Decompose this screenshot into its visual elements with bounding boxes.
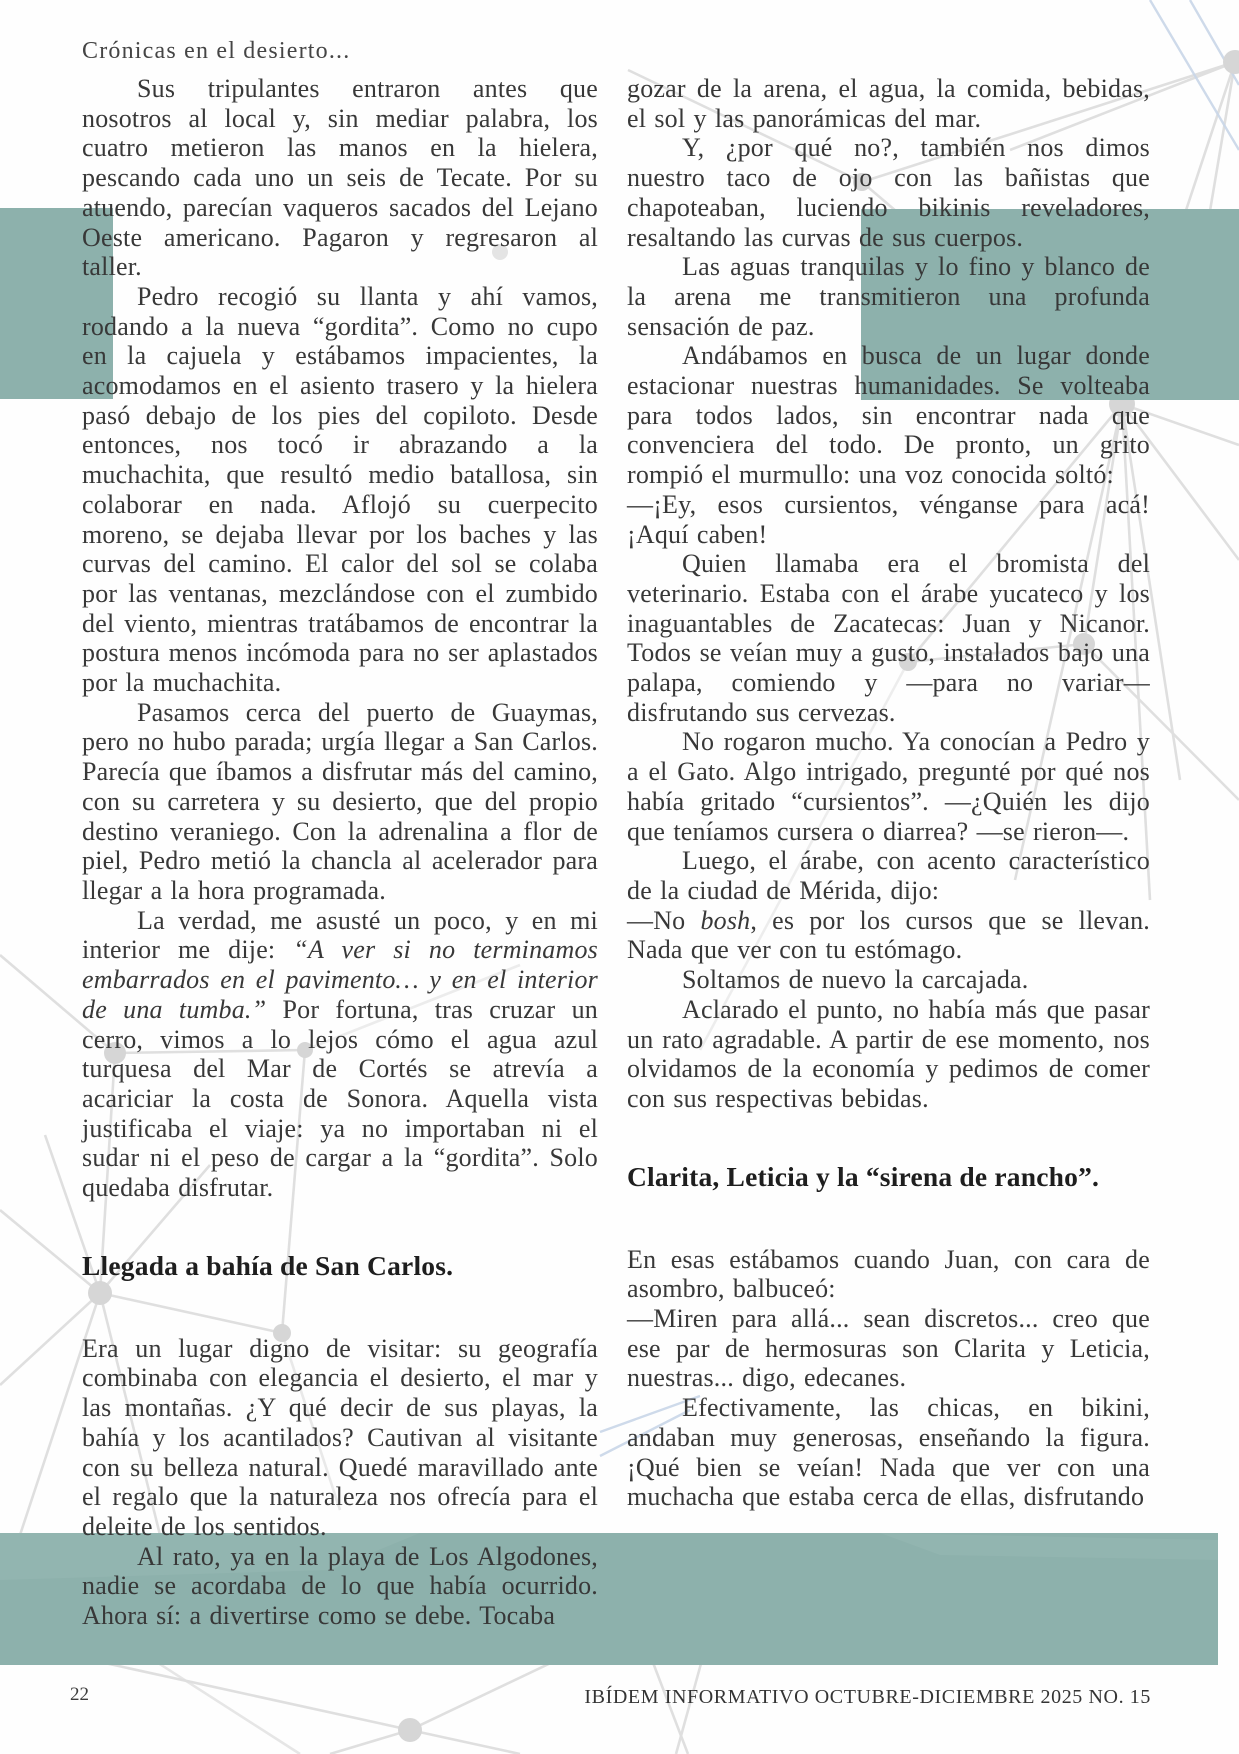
paragraph xyxy=(627,490,1150,549)
section-heading: Llegada a bahía de San Carlos. xyxy=(82,1249,454,1281)
paragraph xyxy=(627,1245,1150,1304)
body-text: —Miren para allá... sean discretos... creo que ese par de hermosuras son Clarita y Leticia, nuestras... digo, edecanes. xyxy=(627,1304,1150,1393)
body-text: Era un lugar digno de visitar: su geografía combinaba con elegancia el desierto, el mar y las montañas. ¿Y qué decir de sus playas, la bahía y los acantilados? Cautivan al visitante con su belleza natural. Quedé maravillado ante el regalo que la naturaleza nos ofrecía para el deleite de los sentidos. xyxy=(82,1333,598,1541)
paragraph xyxy=(627,727,1150,846)
body-text: En esas estábamos cuando Juan, con cara de asombro, balbuceó: xyxy=(627,1244,1150,1304)
paragraph xyxy=(82,1542,598,1631)
paragraph xyxy=(82,282,598,698)
body-text: —¡Ey, esos cursientos, vénganse para acá! ¡Aquí caben! xyxy=(627,489,1150,549)
body-text: Pedro recogió su llanta y ahí vamos, rodando a la nueva “gordita”. Como no cupo en la cajuela y estábamos impacientes, la acomodamos en el asiento trasero y la hielera pasó debajo de los pies del copiloto. Desde entonces, nos tocó ir abrazando a la muchachita, que resultó medio batallosa, sin colaborar en nada. Aflojó su cuerpecito moreno, se dejaba llevar por los baches y las curvas del camino. El calor del sol se colaba por las ventanas, mezclándose con el zumbido del viento, mientras tratábamos de encontrar la postura menos incómoda para no ser aplastados por la muchachita. xyxy=(82,281,598,698)
paragraph xyxy=(627,549,1150,727)
footer-issue-line: IBÍDEM INFORMATIVO OCTUBRE-DICIEMBRE 2025 NO. 15 xyxy=(584,1686,1151,1708)
paragraph xyxy=(627,1393,1150,1512)
paragraph xyxy=(627,906,1150,965)
paragraph xyxy=(82,74,598,282)
body-text: Al rato, ya en la playa de Los Algodones, nadie se acordaba de lo que había ocurrido. Ahora sí: a divertirse como se debe. Tocaba xyxy=(82,1541,598,1631)
paragraph xyxy=(627,252,1150,341)
body-text: Por fortuna, tras cruzar un cerro, vimos a lo lejos cómo el agua azul turquesa del Mar de Cortés se atrevía a acariciar la costa de Sonora. Aquella vista justificaba el viaje: ya no importaban ni el sudar ni el peso de cargar a la “gordita”. Solo quedaba disfrutar. xyxy=(82,994,598,1203)
body-text: —No xyxy=(627,905,701,935)
body-text: Y, ¿por qué no?, también nos dimos nuestro taco de ojo con las bañistas que chapoteaban, luciendo bikinis reveladores, resaltando las curvas de sus cuerpos. xyxy=(627,133,1150,252)
paragraph xyxy=(82,1334,598,1542)
body-text: Quien llamaba era el bromista del veterinario. Estaba con el árabe yucateco y los inaguantables de Zacatecas: Juan y Nicanor. Todos se veían muy a gusto, instalados bajo una palapa, comiendo y —para no variar— disfrutando sus cervezas. xyxy=(627,549,1150,727)
paragraph xyxy=(627,341,1150,490)
body-text: Sus tripulantes entraron antes que nosotros al local y, sin mediar palabra, los cuatro metieron las manos en la hielera, pescando cada uno un seis de Tecate. Por su atuendo, parecían vaqueros sacados del Lejano Oeste americano. Pagaron y regresaron al taller. xyxy=(82,74,598,282)
body-text: No rogaron mucho. Ya conocían a Pedro y a el Gato. Algo intrigado, pregunté por qué nos había gritado “cursientos”. —¿Quién les dijo que teníamos cursera o diarrea? —se rieron—. xyxy=(627,727,1150,846)
body-text: Efectivamente, las chicas, en bikini, andaban muy generosas, enseñando la figura. ¡Qué bien se veían! Nada que ver con una muchacha que estaba cerca de ellas, disfrutando xyxy=(627,1393,1150,1512)
paragraph xyxy=(627,133,1150,252)
paragraph xyxy=(627,965,1150,995)
body-text: Las aguas tranquilas y lo fino y blanco de la arena me transmitieron una profunda sensación de paz. xyxy=(627,252,1150,341)
page-number: 22 xyxy=(70,1684,89,1705)
text-column-left xyxy=(82,74,598,1631)
paragraph xyxy=(627,74,1150,133)
paragraph xyxy=(627,846,1150,905)
section-kicker: Crónicas en el desierto... xyxy=(82,38,351,64)
body-text: , es por los cursos que se llevan. Nada que ver con tu estómago. xyxy=(627,905,1150,965)
section-heading: Clarita, Leticia y la “sirena de rancho”. xyxy=(627,1160,1100,1192)
body-text: Pasamos cerca del puerto de Guaymas, pero no hubo parada; urgía llegar a San Carlos. Parecía que íbamos a disfrutar más del camino, con su carretera y su desierto, que del propio destino veraniego. Con la adrenalina a flor de piel, Pedro metió la chancla al acelerador para llegar a la hora programada. xyxy=(82,697,598,905)
italic-text: “A ver si no terminamos embarrados en el pavimento… y en el interior de una tumba.” xyxy=(82,935,598,1024)
paragraph xyxy=(627,1304,1150,1393)
paragraph xyxy=(82,698,598,906)
paragraph xyxy=(627,995,1150,1114)
body-text: La verdad, me asusté un poco, y en mi interior me dije: xyxy=(82,905,598,965)
italic-text: bosh xyxy=(700,905,751,935)
body-text: Luego, el árabe, con acento característico de la ciudad de Mérida, dijo: xyxy=(627,846,1150,905)
paragraph xyxy=(82,906,598,1203)
text-column-right xyxy=(627,74,1150,1512)
body-text: Andábamos en busca de un lugar donde estacionar nuestras humanidades. Se volteaba para todos lados, sin encontrar nada que convenciera del todo. De pronto, un grito rompió el murmullo: una voz conocida soltó: xyxy=(627,341,1150,490)
body-text: Aclarado el punto, no había más que pasar un rato agradable. A partir de ese momento, nos olvidamos de la economía y pedimos de comer con sus respectivas bebidas. xyxy=(627,994,1150,1113)
body-text: Soltamos de nuevo la carcajada. xyxy=(682,965,1029,995)
body-text: gozar de la arena, el agua, la comida, bebidas, el sol y las panorámicas del mar. xyxy=(627,74,1150,133)
